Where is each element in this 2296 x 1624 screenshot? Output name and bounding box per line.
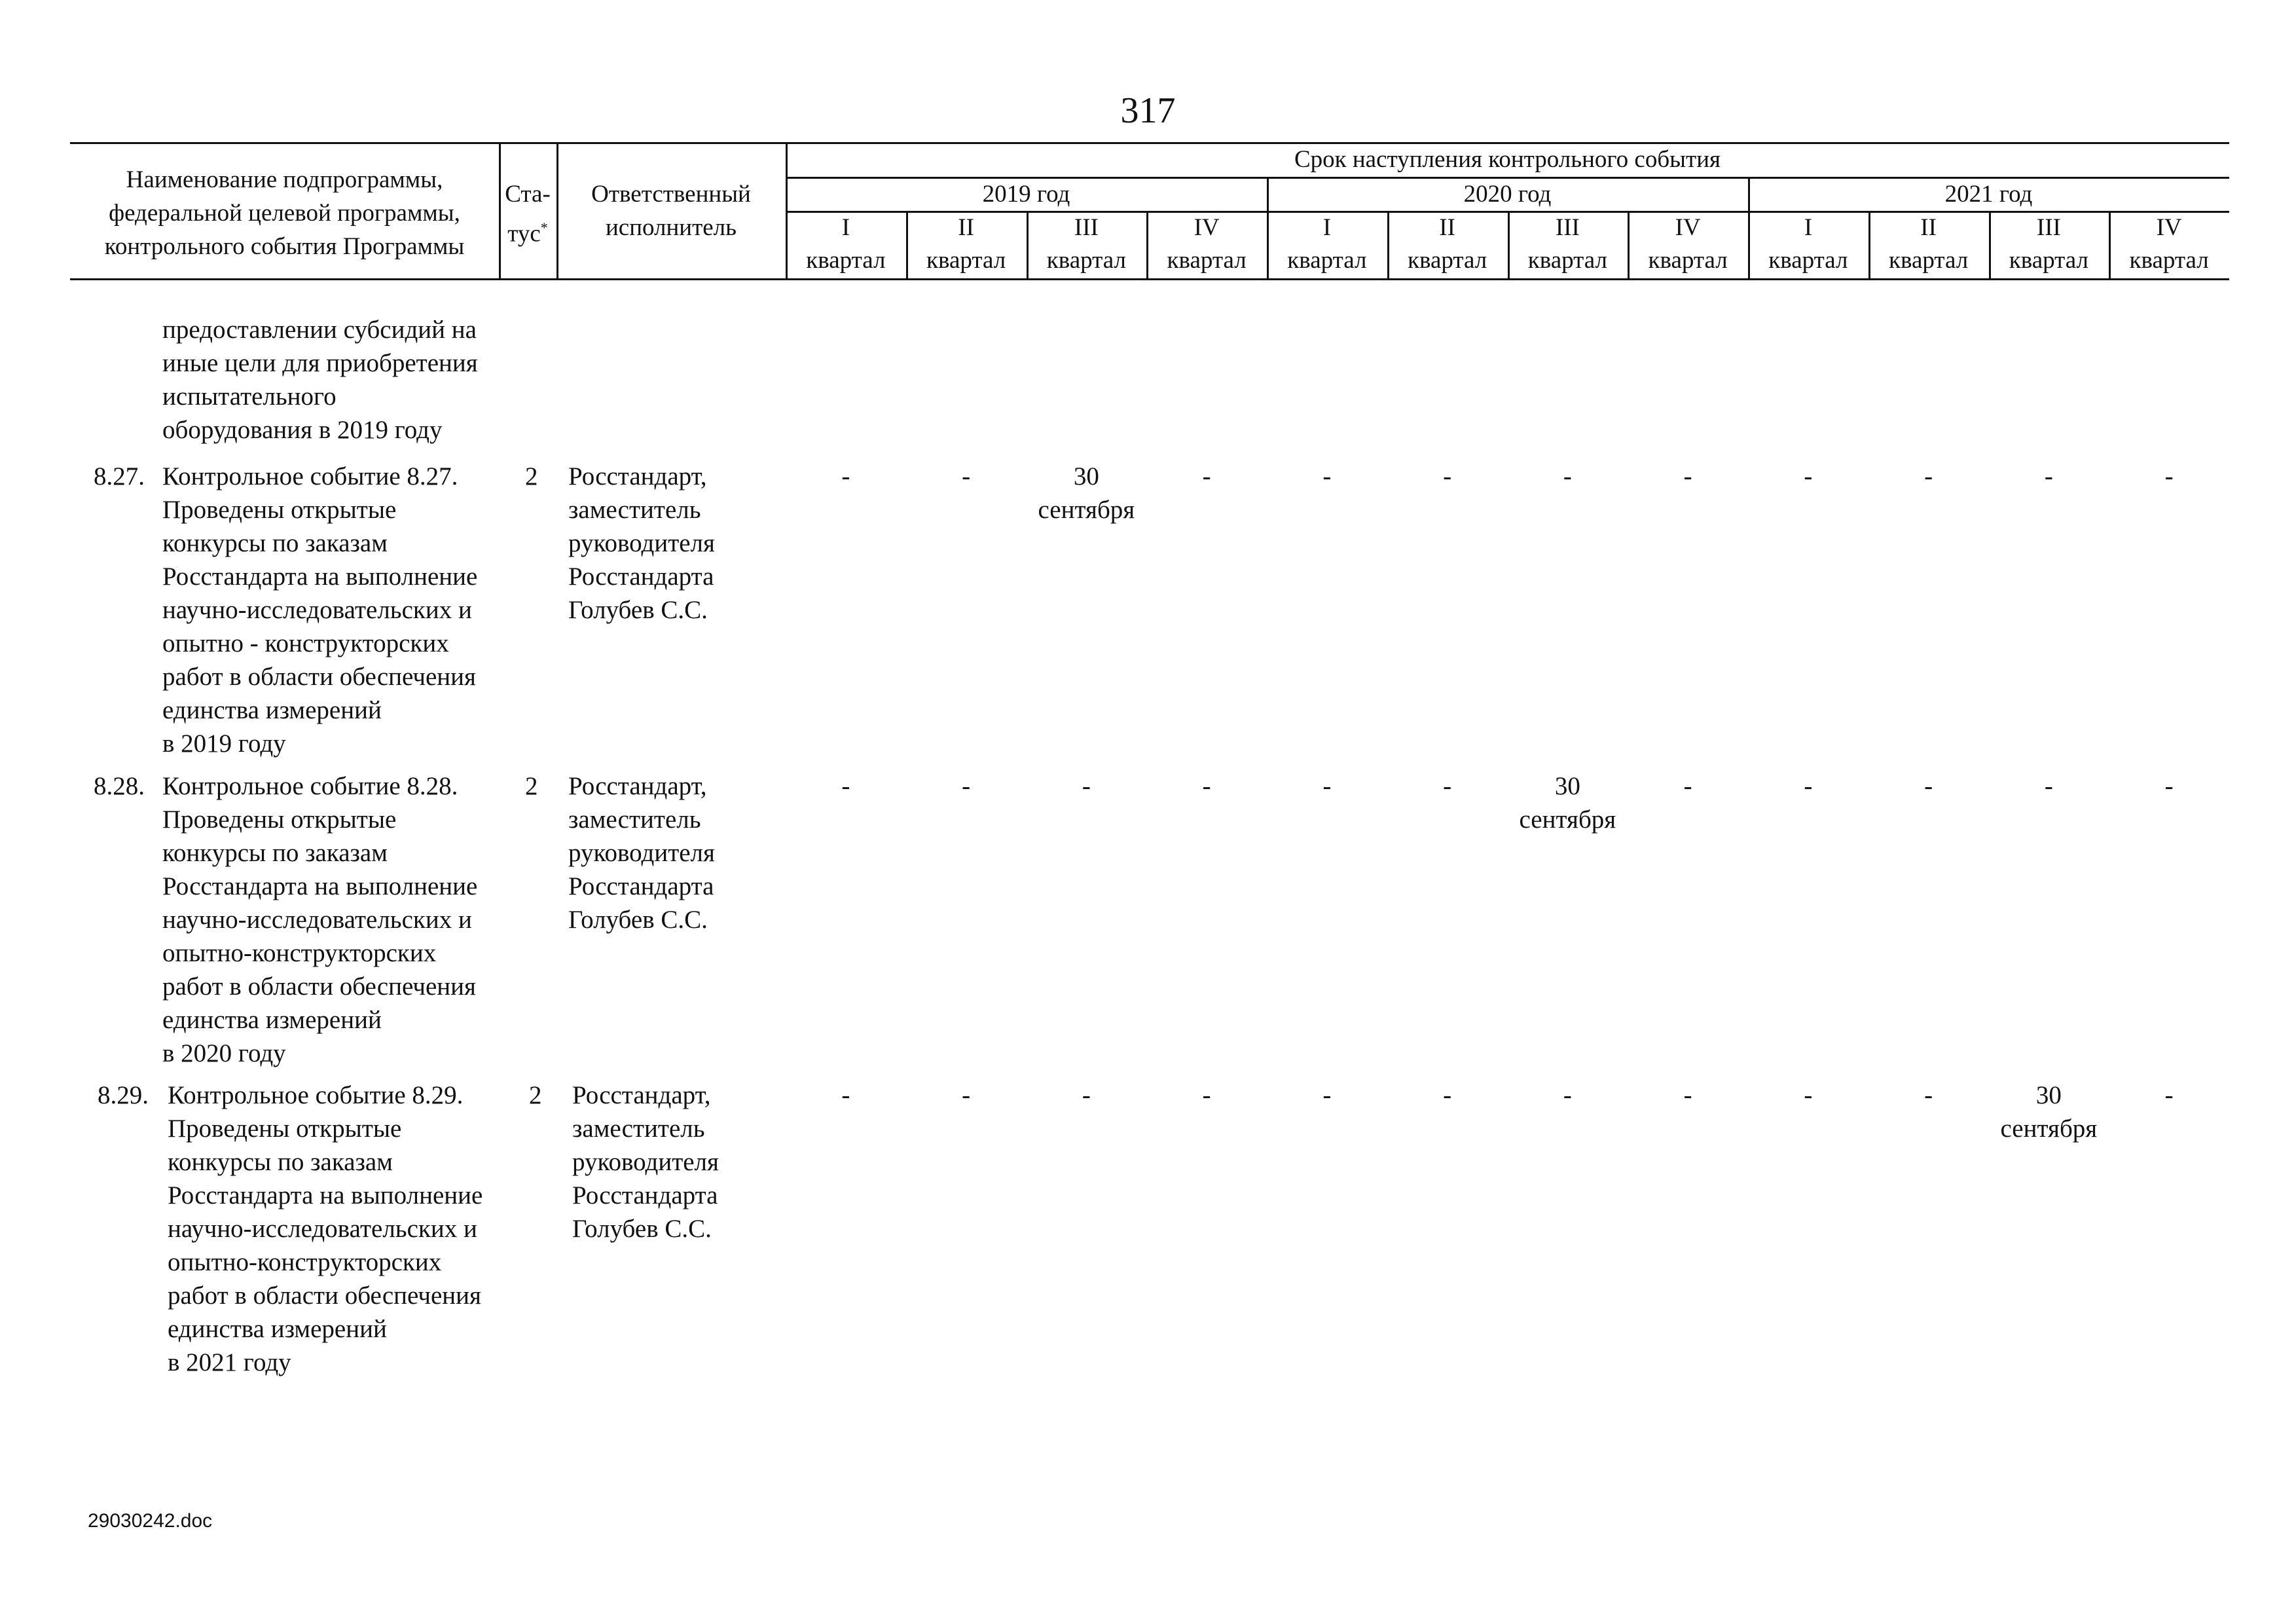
header-year: 2019 год [982, 181, 1070, 208]
row-executor-line: Росстандарт, [572, 1081, 711, 1109]
header-quarter-word: квартал [1648, 247, 1728, 274]
file-reference: 29030242.doc [88, 1510, 213, 1532]
row-executor-line: Росстандарта [568, 563, 714, 591]
row-name-line: в 2020 году [162, 1039, 286, 1067]
header-name-col: Наименование подпрограммы, [126, 166, 443, 193]
row-executor-line: заместитель [572, 1115, 705, 1143]
header-status-col: Ста- [505, 181, 551, 208]
quarter-deadline-date: 30 [1073, 462, 1099, 490]
header-executor-col: исполнитель [605, 214, 737, 241]
quarter-deadline-date: 30 [2035, 1081, 2062, 1109]
row-executor-line: Голубев С.С. [568, 906, 708, 934]
quarter-empty-dash: - [1322, 772, 1332, 800]
page-number: 317 [1120, 90, 1176, 131]
row-name-line: единства измерений [162, 696, 382, 724]
quarter-empty-dash: - [1804, 772, 1813, 800]
header-quarter-word: квартал [1408, 247, 1487, 274]
row-name-line: единства измерений [168, 1315, 387, 1343]
row-executor-line: Росстандарта [568, 872, 714, 900]
quarter-empty-dash: - [1683, 1081, 1692, 1109]
quarter-deadline-date: сентября [2000, 1115, 2098, 1143]
row-name-line: опытно-конструкторских [168, 1248, 442, 1276]
row-executor-line: заместитель [568, 496, 701, 524]
quarter-empty-dash: - [1804, 1081, 1813, 1109]
quarter-empty-dash: - [1924, 772, 1933, 800]
row-executor-line: руководителя [568, 839, 715, 867]
quarter-empty-dash: - [1924, 1081, 1933, 1109]
row-name-line: работ в области обеспечения [168, 1282, 481, 1310]
row-executor-line: руководителя [568, 529, 715, 557]
row-name-line: научно-исследовательских и [168, 1215, 477, 1243]
row-name-line: научно-исследовательских и [162, 906, 472, 934]
quarter-empty-dash: - [1683, 772, 1692, 800]
header-quarter-numeral: II [1920, 214, 1937, 241]
quarter-empty-dash: - [1563, 462, 1572, 490]
header-quarter-word: квартал [2009, 247, 2088, 274]
quarter-empty-dash: - [841, 462, 850, 490]
quarter-empty-dash: - [962, 1081, 971, 1109]
row-name-line: Проведены открытые [162, 805, 397, 834]
row-name-line: единства измерений [162, 1006, 382, 1034]
quarter-empty-dash: - [1683, 462, 1692, 490]
row-executor-line: заместитель [568, 805, 701, 834]
quarter-empty-dash: - [1202, 1081, 1211, 1109]
header-executor-col: Ответственный [591, 181, 751, 208]
header-quarter-word: квартал [806, 247, 886, 274]
row-name-line: Контрольное событие 8.27. [162, 462, 458, 490]
row-name-line: Проведены открытые [168, 1115, 402, 1143]
header-quarter-word: квартал [2129, 247, 2209, 274]
row-name-line: научно-исследовательских и [162, 596, 472, 624]
row-name-line: Проведены открытые [162, 496, 397, 524]
header-quarter-word: квартал [1768, 247, 1848, 274]
header-quarter-numeral: I [1804, 214, 1813, 241]
continuation-text: иные цели для приобретения [162, 349, 478, 377]
row-name-line: опытно - конструкторских [162, 629, 449, 657]
header-quarter-numeral: IV [1194, 214, 1220, 241]
header-quarter-numeral: I [841, 214, 850, 241]
quarter-empty-dash: - [1322, 1081, 1332, 1109]
row-name-line: в 2021 году [168, 1348, 291, 1376]
quarter-deadline-date: 30 [1554, 772, 1580, 800]
row-name-line: работ в области обеспечения [162, 663, 476, 691]
header-quarter-word: квартал [1527, 247, 1607, 274]
quarter-empty-dash: - [1202, 772, 1211, 800]
row-name-line: Контрольное событие 8.29. [168, 1081, 464, 1109]
row-executor-line: Росстандарт, [568, 772, 707, 800]
row-number: 8.28. [94, 772, 145, 800]
grid-line [70, 278, 2229, 280]
quarter-empty-dash: - [1082, 1081, 1091, 1109]
quarter-empty-dash: - [962, 772, 971, 800]
row-executor-line: Росстандарт, [568, 462, 707, 490]
header-quarter-numeral: IV [2156, 214, 2182, 241]
quarter-empty-dash: - [1563, 1081, 1572, 1109]
header-year: 2021 год [1944, 181, 2033, 208]
row-name-line: работ в области обеспечения [162, 972, 476, 1001]
header-deadline-title: Срок наступления контрольного события [1294, 146, 1721, 173]
row-name-line: конкурсы по заказам [168, 1148, 393, 1176]
row-executor-line: руководителя [572, 1148, 719, 1176]
row-executor-line: Росстандарта [572, 1181, 718, 1209]
header-quarter-numeral: IV [1675, 214, 1701, 241]
quarter-empty-dash: - [1082, 772, 1091, 800]
row-name-line: Росстандарта на выполнение [162, 563, 478, 591]
header-quarter-word: квартал [926, 247, 1006, 274]
footnote-mark: * [540, 219, 548, 236]
quarter-empty-dash: - [1443, 462, 1452, 490]
row-name-line: конкурсы по заказам [162, 839, 388, 867]
header-name-col: федеральной целевой программы, [109, 200, 460, 227]
quarter-empty-dash: - [1202, 462, 1211, 490]
header-quarter-numeral: III [1555, 214, 1580, 241]
quarter-empty-dash: - [841, 772, 850, 800]
header-name-col: контрольного события Программы [104, 233, 465, 260]
quarter-empty-dash: - [2164, 772, 2174, 800]
quarter-empty-dash: - [2164, 1081, 2174, 1109]
quarter-empty-dash: - [1443, 772, 1452, 800]
row-number: 8.29. [98, 1081, 149, 1109]
row-number: 8.27. [94, 462, 145, 490]
row-name-line: опытно-конструкторских [162, 939, 437, 967]
row-name-line: Контрольное событие 8.28. [162, 772, 458, 800]
row-status: 2 [525, 462, 538, 490]
quarter-deadline-date: сентября [1519, 805, 1616, 834]
row-name-line: Росстандарта на выполнение [162, 872, 478, 900]
header-year: 2020 год [1463, 181, 1552, 208]
header-quarter-word: квартал [1046, 247, 1126, 274]
quarter-empty-dash: - [2164, 462, 2174, 490]
row-name-line: в 2019 году [162, 729, 286, 758]
quarter-empty-dash: - [962, 462, 971, 490]
row-status: 2 [529, 1081, 542, 1109]
header-quarter-word: квартал [1287, 247, 1367, 274]
row-status: 2 [525, 772, 538, 800]
quarter-empty-dash: - [1804, 462, 1813, 490]
quarter-empty-dash: - [1443, 1081, 1452, 1109]
quarter-empty-dash: - [2044, 462, 2053, 490]
quarter-empty-dash: - [841, 1081, 850, 1109]
row-name-line: конкурсы по заказам [162, 529, 388, 557]
continuation-text: испытательного [162, 382, 337, 411]
quarter-deadline-date: сентября [1038, 496, 1135, 524]
header-quarter-numeral: III [2036, 214, 2061, 241]
row-name-line: Росстандарта на выполнение [168, 1181, 483, 1209]
quarter-empty-dash: - [1924, 462, 1933, 490]
header-quarter-word: квартал [1889, 247, 1969, 274]
header-quarter-numeral: II [958, 214, 974, 241]
continuation-text: предоставлении субсидий на [162, 316, 477, 344]
header-quarter-numeral: I [1322, 214, 1332, 241]
quarter-empty-dash: - [1322, 462, 1332, 490]
header-status-col: тус* [507, 219, 548, 248]
header-quarter-numeral: III [1074, 214, 1099, 241]
continuation-text: оборудования в 2019 году [162, 416, 443, 444]
header-quarter-word: квартал [1167, 247, 1247, 274]
header-quarter-numeral: II [1439, 214, 1455, 241]
quarter-empty-dash: - [2044, 772, 2053, 800]
row-executor-line: Голубев С.С. [568, 596, 708, 624]
row-executor-line: Голубев С.С. [572, 1215, 712, 1243]
